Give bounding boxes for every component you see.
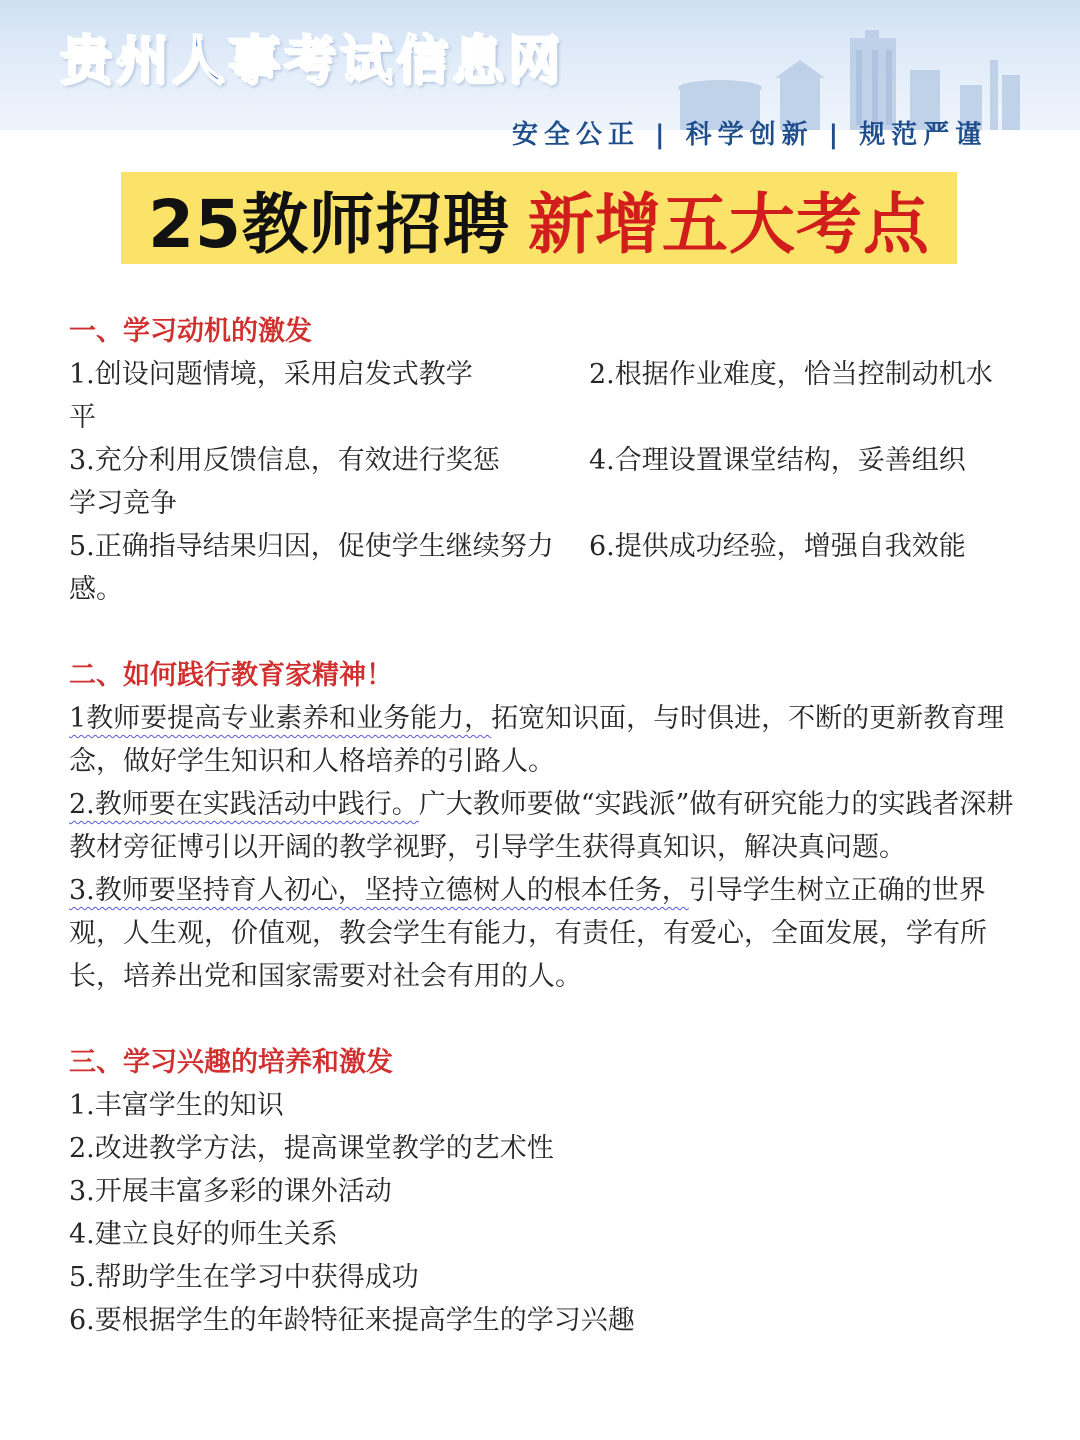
list-item [69, 439, 1019, 482]
list-item-continuation: 感。 [69, 574, 123, 605]
underlined-phrase: 1教师要提高专业素养和业务能力， [69, 703, 492, 734]
header-banner [0, 0, 1080, 150]
section-interest [69, 1041, 1019, 1342]
section-educator-spirit [69, 654, 1019, 998]
article-body [69, 310, 1019, 1342]
paragraph-text: 引导学生树立正确的世界观，人生观，价值观，教会学生有能力，有责任，有爱心，全面发展，学有所长，培养出党和国家需要对社会有用的人。 [69, 875, 987, 992]
paragraph [69, 869, 1019, 998]
list-item-continuation: 学习竞争 [69, 488, 177, 519]
list-item: 1.丰富学生的知识 [69, 1090, 284, 1121]
list-item: 3.开展丰富多彩的课外活动 [69, 1176, 392, 1207]
section-heading: 一、学习动机的激发 [69, 316, 312, 347]
page-title-highlight: 新增五大考点 [527, 185, 930, 263]
list-item-text: 5.正确指导结果归因，促使学生继续努力 [69, 531, 554, 562]
section-heading: 三、学习兴趣的培养和激发 [69, 1047, 393, 1078]
list-item [69, 525, 1019, 568]
list-item-text: 3.充分利用反馈信息，有效进行奖惩 [69, 445, 500, 476]
site-name: 贵州人事考试信息网 [60, 31, 565, 91]
list-item-text: 6.提供成功经验，增强自我效能 [589, 531, 966, 562]
underlined-phrase: 2.教师要在实践活动中践行。 [69, 789, 419, 820]
list-item-text: 1.创设问题情境，采用启发式教学 [69, 359, 473, 390]
section-motivation [69, 310, 1019, 611]
section-heading: 二、如何践行教育家精神！ [69, 660, 393, 691]
list-item [69, 353, 1019, 396]
list-item: 5.帮助学生在学习中获得成功 [69, 1262, 419, 1293]
page-title-main: 25教师招聘 [148, 185, 510, 263]
list-item: 2.改进教学方法，提高课堂教学的艺术性 [69, 1133, 554, 1164]
page-title [121, 172, 957, 264]
paragraph [69, 783, 1019, 869]
list-item-text: 4.合理设置课堂结构，妥善组织 [589, 445, 966, 476]
paragraph [69, 697, 1019, 783]
site-slogan: 安全公正 | 科学创新 | 规范严谨 [512, 120, 988, 150]
list-item: 4.建立良好的师生关系 [69, 1219, 338, 1250]
paragraph-text: 拓宽知识面，与时俱进，不断的更新教育理念，做好学生知识和人格培养的引路人。 [69, 703, 1005, 777]
paragraph-text: 广大教师要做“实践派”做有研究能力的实践者深耕教材旁征博引以开阔的教学视野，引导学生获得真知识，解决真问题。 [69, 789, 1014, 863]
underlined-phrase: 3.教师要坚持育人初心，坚持立德树人的根本任务， [69, 875, 689, 906]
list-item: 6.要根据学生的年龄特征来提高学生的学习兴趣 [69, 1305, 635, 1336]
list-item-text: 2.根据作业难度，恰当控制动机水 [589, 359, 993, 390]
list-item-continuation: 平 [69, 402, 96, 433]
